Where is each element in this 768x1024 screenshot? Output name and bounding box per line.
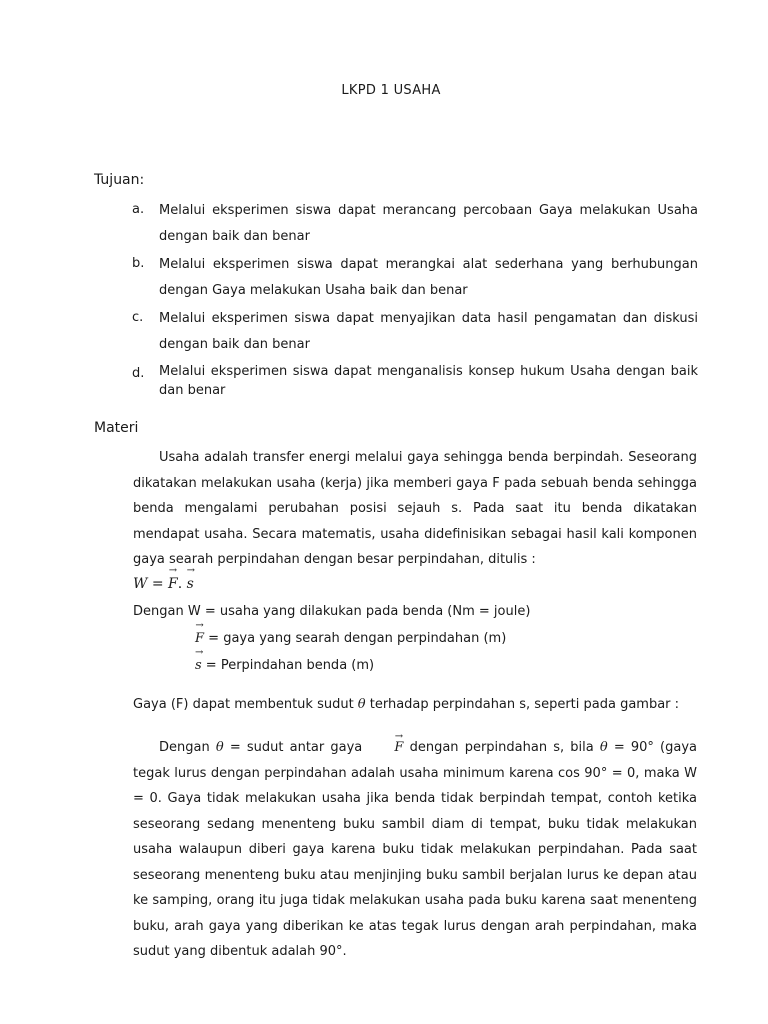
angle-line-pre: Gaya (F) dapat membentuk sudut: [133, 697, 358, 712]
paragraph2-d: = 90° (gaya tegak lurus dengan perpindahan adalah usaha minimum karena cos 90° = 0, maka W = 0. Gaya tidak melakukan usaha jika benda tidak berpindah tempat, contoh ketika seseorang sedang menenteng buku sambil diam di tempat, buku tidak melakukan usaha walaupun diberi gaya karena buku tidak melakukan perpindahan. Pada saat seseorang menenteng buku atau menjinjing buku sambil berjalan lurus ke depan atau ke samping, orang itu juga tidak melakukan usaha pada buku karena saat menenteng buku, arah gaya yang diberikan ke atas tegak lurus dengan arah perpindahan, maka sudut yang dibentuk adalah 90°.: [133, 740, 697, 959]
list-marker: b.: [132, 256, 145, 271]
work-formula: [133, 576, 194, 592]
tujuan-heading: Tujuan:: [94, 172, 145, 188]
theta-symbol: θ: [599, 740, 608, 755]
theta-symbol: θ: [215, 740, 224, 755]
symbol-f: → F: [195, 631, 204, 646]
materi-paragraph-1: Usaha adalah transfer energi melalui gaya sehingga benda berpindah. Seseorang dikatakan melakukan usaha (kerja) jika memberi gaya F pada sebuah benda sehingga benda mengalami perubahan posisi sejauh s. Pada saat itu benda dikatakan mendapat usaha. Secara matematis, usaha didefinisikan sebagai hasil kali komponen gaya searah perpindahan dengan besar perpindahan, ditulis :: [133, 450, 697, 567]
list-marker: c.: [132, 310, 144, 325]
list-marker: a.: [132, 202, 145, 217]
list-marker: d.: [132, 366, 145, 381]
document-title: LKPD 1 USAHA: [341, 83, 441, 98]
paragraph2-b: = sudut antar gaya: [223, 740, 369, 755]
symbol-s: → s: [195, 658, 202, 673]
list-text: Melalui eksperimen siswa dapat merangkai alat sederhana yang berhubungan dengan Gaya melakukan Usaha baik dan benar: [159, 257, 698, 298]
list-item: [132, 306, 698, 358]
angle-line-post: terhadap perpindahan s, seperti pada gambar :: [365, 697, 680, 712]
list-item: [132, 252, 698, 304]
paragraph2-a: Dengan: [159, 740, 216, 755]
paragraph2-c: dengan perpindahan s, bila: [403, 740, 600, 755]
tujuan-list: [132, 198, 698, 400]
list-text: Melalui eksperimen siswa dapat menyajikan data hasil pengamatan dan diskusi dengan baik dan benar: [159, 311, 698, 352]
definition-s-text: = Perpindahan benda (m): [201, 658, 375, 673]
formula-w: W: [133, 576, 148, 592]
formula-equals: =: [147, 576, 169, 592]
definition-f: [195, 631, 506, 646]
materi-heading: Materi: [94, 420, 139, 436]
definition-s: [195, 658, 374, 673]
definition-f-text: = gaya yang searah dengan perpindahan (m): [204, 631, 507, 646]
list-item: [132, 198, 698, 250]
list-text: Melalui eksperimen siswa dapat menganalisis konsep hukum Usaha dengan baik dan benar: [159, 364, 698, 398]
formula-dot: .: [177, 576, 187, 592]
formula-force-vector: → F: [168, 576, 178, 592]
angle-line: [133, 697, 679, 712]
materi-paragraph-2: [133, 735, 697, 965]
theta-symbol: θ: [357, 697, 366, 712]
definition-w: Dengan W = usaha yang dilakukan pada benda (Nm = joule): [133, 604, 531, 619]
list-text: Melalui eksperimen siswa dapat merancang percobaan Gaya melakukan Usaha dengan baik dan benar: [159, 203, 698, 244]
formula-displacement-vector: → s: [187, 576, 194, 592]
list-item: [132, 360, 698, 400]
symbol-f: → F: [368, 735, 403, 761]
